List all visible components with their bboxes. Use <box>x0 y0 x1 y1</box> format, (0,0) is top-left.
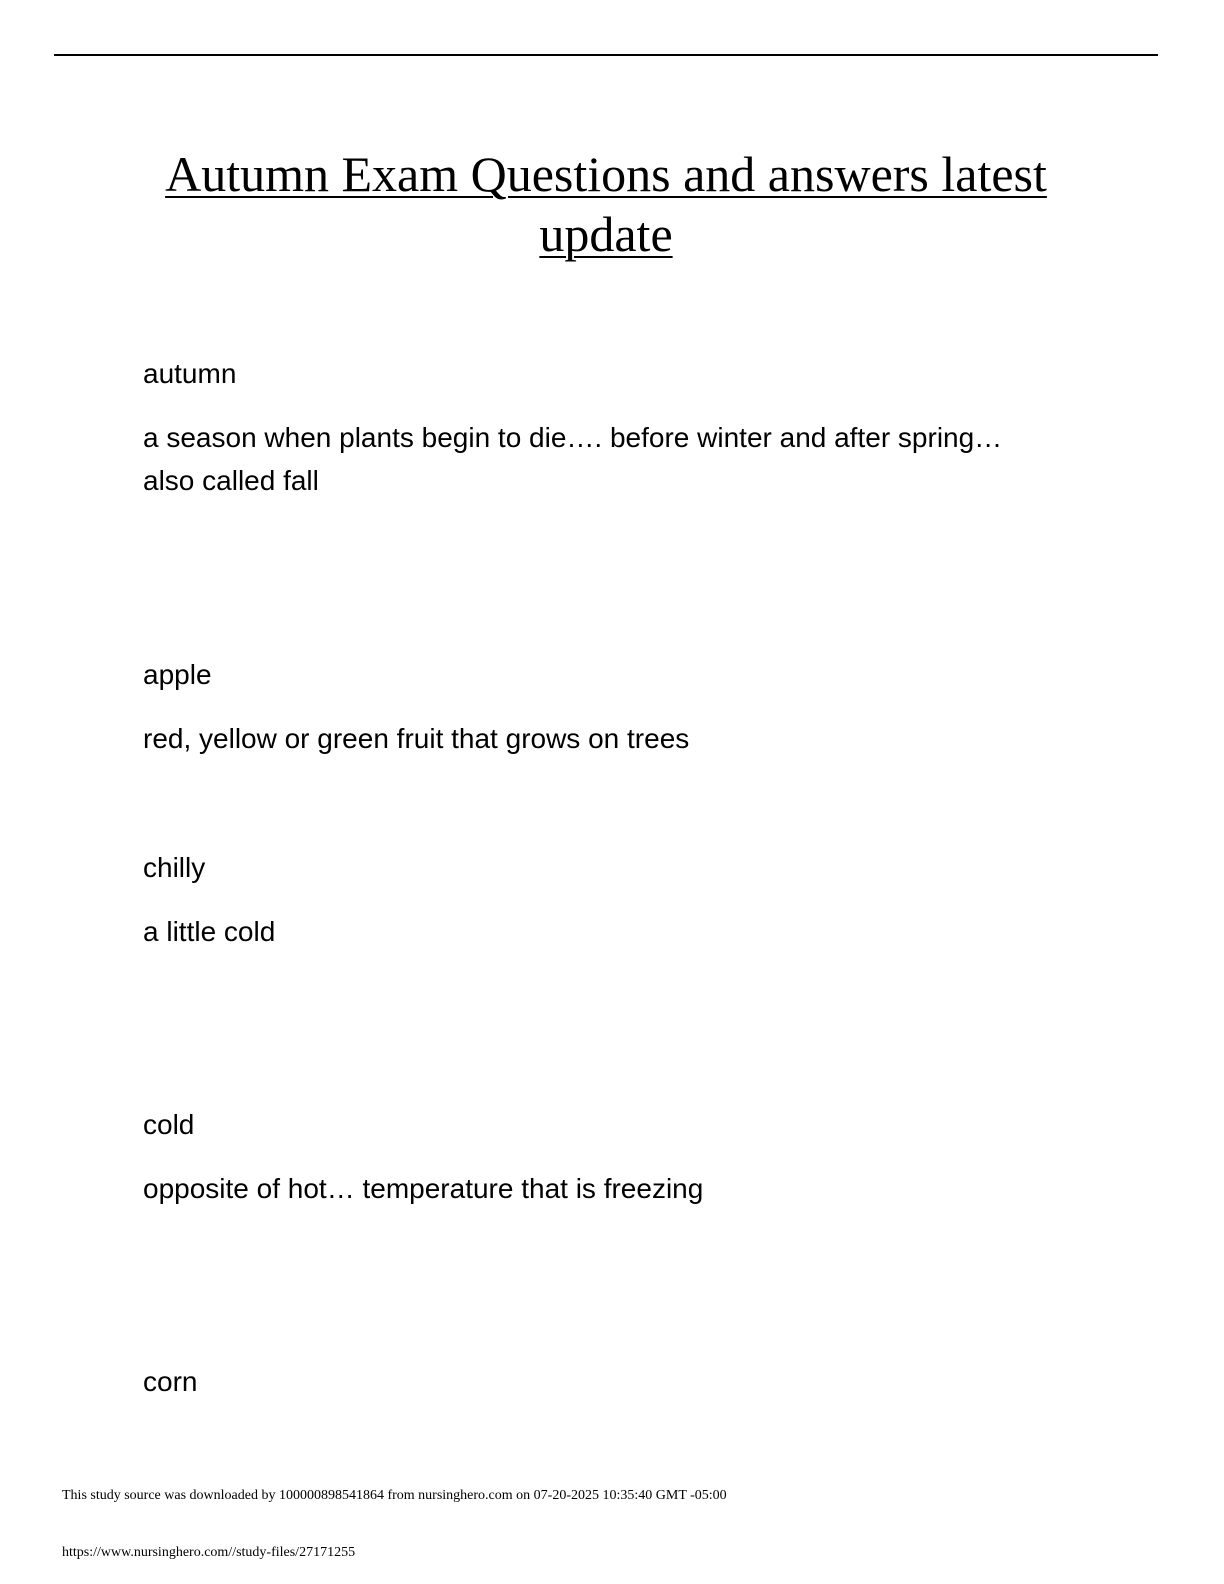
entry-term: chilly <box>143 852 206 883</box>
entry-term: autumn <box>143 358 237 389</box>
entry-term: cold <box>143 1109 195 1140</box>
entry-definition: a little cold <box>143 916 276 947</box>
entry-term: apple <box>143 659 212 690</box>
source-url: https://www.nursinghero.com//study-files/27171255 <box>62 1545 356 1560</box>
top-rule <box>54 54 1158 56</box>
document-title: Autumn Exam Questions and answers latest update <box>165 146 1047 262</box>
entry-definition: a season when plants begin to die…. before winter and after spring… also called fall <box>143 422 1003 496</box>
entry-definition: red, yellow or green fruit that grows on trees <box>143 723 690 754</box>
entry-term: corn <box>143 1366 198 1397</box>
download-notice: This study source was downloaded by 100000898541864 from nursinghero.com on 07-20-2025 10:35:40 GMT -05:00 <box>62 1488 727 1503</box>
entry-definition: opposite of hot… temperature that is freezing <box>143 1173 704 1204</box>
